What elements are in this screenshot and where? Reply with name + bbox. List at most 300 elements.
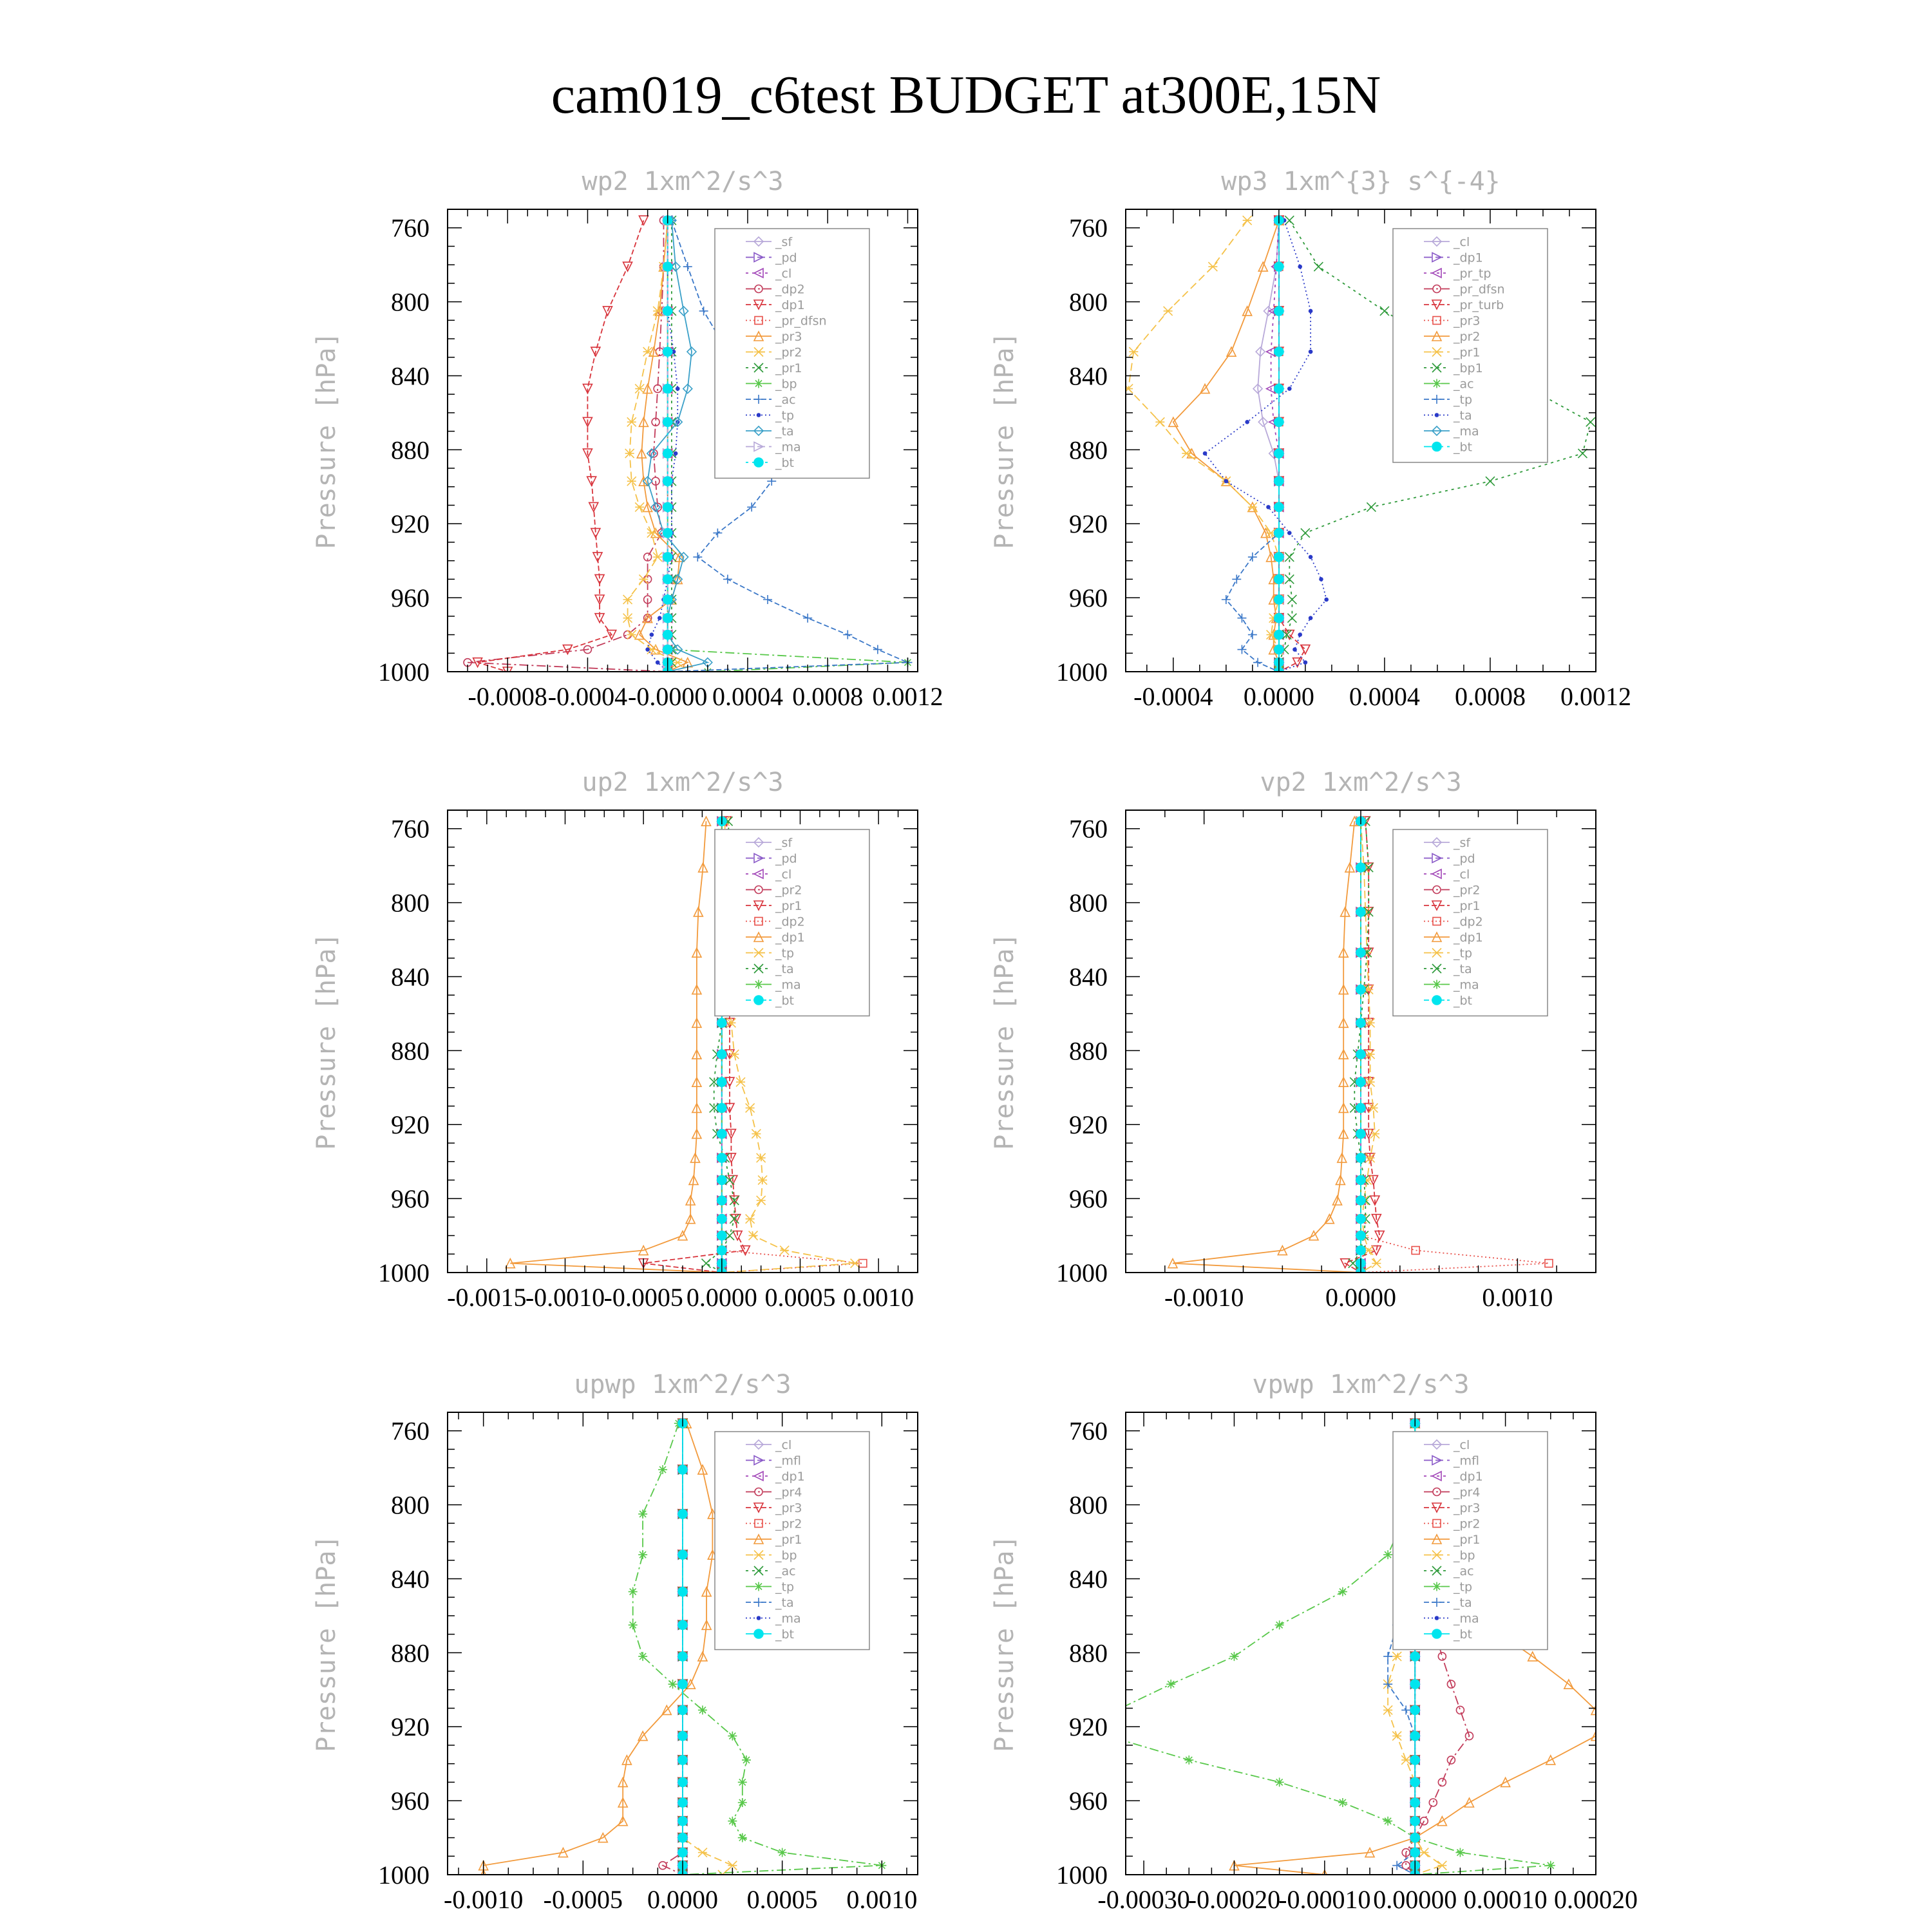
y-tick-label-vpwp: 760 [1069, 1416, 1108, 1446]
data-point-wp3_bt [1274, 574, 1283, 583]
data-point-upwp_tp [629, 1587, 638, 1596]
data-point-wp3_ta [1309, 309, 1312, 312]
data-point-vpwp_bt [1410, 1652, 1419, 1661]
x-tick-label-up2: -0.0015 [447, 1283, 527, 1312]
legend-label-up2_pd: _pd [775, 851, 797, 866]
data-point-wp3_bt [1274, 614, 1283, 623]
y-axis-label-up2: Pressure [hPa] [312, 933, 341, 1150]
data-point-wp3_ta [1309, 616, 1312, 620]
legend-label-wp3_bt: _bt [1454, 440, 1473, 455]
legend-label-up2_sf: _sf [775, 836, 793, 850]
data-point-wp3_bt [1274, 529, 1283, 538]
data-point-wp3_bt [1274, 553, 1283, 562]
legend-marker-upwp_tp [754, 1582, 763, 1591]
x-tick-label-wp2: 0.0008 [792, 682, 864, 711]
x-tick-label-upwp: -0.0010 [444, 1885, 524, 1914]
legend-marker-vp2_ma [1432, 980, 1441, 989]
data-point-upwp_tp [638, 1510, 647, 1519]
x-tick-label-upwp: 0.0000 [647, 1885, 718, 1914]
y-tick-label-up2: 760 [391, 814, 430, 844]
data-point-upwp_tp [728, 1817, 737, 1826]
legend-label-wp3_ta: _ta [1454, 408, 1472, 423]
y-tick-label-wp3: 920 [1069, 509, 1108, 539]
data-point-vp2_bt [1356, 1246, 1365, 1255]
x-tick-label-up2: 0.0010 [843, 1283, 914, 1312]
x-tick-label-wp3: -0.0004 [1133, 682, 1213, 711]
panel-title-upwp: upwp 1xm^2/s^3 [574, 1370, 791, 1399]
data-point-wp3_bt [1274, 384, 1283, 393]
data-point-wp2_tp [656, 661, 659, 664]
y-axis-label-wp2: Pressure [hPa] [312, 332, 341, 549]
data-point-wp2_tp [674, 452, 677, 455]
legend-label-up2_tp: _tp [775, 946, 795, 961]
y-tick-label-wp2: 840 [391, 361, 430, 391]
panel-title-vp2: vp2 1xm^2/s^3 [1260, 768, 1462, 797]
data-point-vpwp_tp [1229, 1652, 1238, 1661]
data-point-wp3_ta [1267, 506, 1270, 509]
data-point-wp3_bt [1274, 502, 1283, 511]
legend-label-vp2_dp1: _dp1 [1454, 931, 1483, 945]
data-point-vpwp_tp [1275, 1620, 1284, 1629]
y-tick-label-vp2: 960 [1069, 1184, 1108, 1214]
legend-label-wp3_ma: _ma [1454, 424, 1479, 439]
data-point-upwp_tp [668, 1680, 677, 1689]
y-axis-label-wp3: Pressure [hPa] [990, 332, 1019, 549]
x-tick-label-vp2: 0.0000 [1325, 1283, 1396, 1312]
legend-label-upwp_ac: _ac [775, 1564, 796, 1578]
data-point-up2_bt [717, 1196, 726, 1205]
data-point-upwp_bt [678, 1652, 687, 1661]
legend-label-up2_dp2: _dp2 [775, 914, 805, 929]
legend-label-wp2_pr3: _pr3 [775, 330, 802, 344]
legend-label-wp3_pr_tp: _pr_tp [1454, 267, 1492, 281]
x-tick-label-up2: -0.0010 [525, 1283, 605, 1312]
y-tick-label-wp3: 800 [1069, 287, 1108, 317]
y-tick-label-vpwp: 800 [1069, 1490, 1108, 1520]
y-tick-label-up2: 1000 [378, 1258, 430, 1287]
legend-label-wp3_pr_turb: _pr_turb [1454, 298, 1504, 312]
x-tick-label-wp3: 0.0008 [1454, 682, 1526, 711]
data-point-up2_bt [717, 1018, 726, 1027]
data-point-vpwp_tp [1166, 1680, 1175, 1689]
legend-marker-vpwp_ma [1435, 1616, 1439, 1620]
data-point-wp2_bt [663, 553, 672, 562]
data-point-upwp_bt [678, 1510, 687, 1519]
legend-label-wp2_dp1: _dp1 [775, 298, 805, 312]
data-point-wp2_bt [663, 595, 672, 604]
data-point-upwp_tp [728, 1732, 737, 1741]
data-point-up2_bt [717, 1175, 726, 1184]
y-tick-label-vpwp: 1000 [1056, 1861, 1108, 1889]
legend-wp2 [715, 229, 869, 478]
y-tick-label-vp2: 840 [1069, 962, 1108, 992]
y-tick-label-upwp: 840 [391, 1564, 430, 1594]
legend-label-wp2_bt: _bt [775, 456, 795, 470]
data-point-vpwp_tp [1383, 1550, 1392, 1559]
y-tick-label-vp2: 880 [1069, 1036, 1108, 1066]
legend-label-wp2_pr2: _pr2 [775, 345, 802, 360]
y-tick-label-up2: 920 [391, 1110, 430, 1140]
x-tick-label-up2: 0.0000 [686, 1283, 757, 1312]
data-point-vp2_bt [1356, 1050, 1365, 1059]
data-point-wp3_ta [1224, 480, 1227, 483]
y-tick-label-vpwp: 960 [1069, 1786, 1108, 1816]
y-axis-label-vp2: Pressure [hPa] [990, 933, 1019, 1150]
data-point-vpwp_tp [1338, 1587, 1347, 1596]
legend-label-up2_bt: _bt [775, 994, 795, 1008]
x-tick-label-upwp: -0.0005 [543, 1885, 623, 1914]
y-tick-label-upwp: 960 [391, 1786, 430, 1816]
data-point-up2_bt [717, 1246, 726, 1255]
y-tick-label-wp3: 960 [1069, 583, 1108, 613]
data-point-up2_bt [717, 1103, 726, 1112]
legend-marker-wp3_ac [1432, 379, 1441, 388]
y-tick-label-wp3: 880 [1069, 435, 1108, 465]
data-point-wp3_ta [1320, 578, 1323, 581]
data-point-upwp_bt [678, 1833, 687, 1842]
x-tick-label-vpwp: -0.00030 [1097, 1885, 1190, 1914]
data-point-vpwp_bt [1410, 1848, 1419, 1857]
legend-marker-wp2_bp [754, 379, 763, 388]
legend-up2 [715, 829, 869, 1016]
data-point-wp3_bt [1274, 630, 1283, 639]
legend-label-vpwp_ta: _ta [1454, 1596, 1472, 1610]
x-tick-label-wp2: -0.0008 [468, 682, 547, 711]
legend-label-wp3_tp: _tp [1454, 393, 1473, 407]
data-point-vpwp_tp [1455, 1848, 1464, 1857]
data-point-upwp_bt [678, 1550, 687, 1559]
legend-marker-vpwp_tp [1432, 1582, 1441, 1591]
data-point-upwp_bt [678, 1756, 687, 1765]
legend-label-wp3_pr_dfsn: _pr_dfsn [1454, 282, 1505, 297]
data-point-wp2_bt [663, 417, 672, 426]
x-tick-label-wp2: 0.0004 [712, 682, 783, 711]
legend-label-wp2_pd: _pd [775, 251, 797, 265]
legend-vpwp [1393, 1432, 1548, 1650]
legend-marker-vpwp_bt [1432, 1629, 1441, 1638]
x-tick-label-vpwp: -0.00020 [1188, 1885, 1281, 1914]
data-point-up2_bt [717, 1077, 726, 1086]
legend-label-vp2_dp2: _dp2 [1454, 914, 1483, 929]
data-point-wp3_bt [1274, 347, 1283, 356]
legend-label-wp2_pr1: _pr1 [775, 361, 802, 375]
data-point-vp2_bt [1356, 1018, 1365, 1027]
data-point-wp2_bt [663, 449, 672, 458]
data-point-vpwp_tp [1275, 1777, 1284, 1786]
legend-marker-wp2_bt [754, 458, 763, 467]
x-tick-label-wp3: 0.0004 [1349, 682, 1420, 711]
legend-label-wp2_ta: _ta [775, 424, 794, 439]
legend-label-up2_ta: _ta [775, 962, 794, 976]
data-point-vpwp_bt [1410, 1798, 1419, 1807]
legend-marker-wp3_ta [1435, 413, 1439, 417]
x-tick-label-up2: 0.0005 [764, 1283, 836, 1312]
data-point-wp3_ta [1303, 661, 1307, 664]
x-tick-label-vp2: -0.0010 [1164, 1283, 1244, 1312]
x-tick-label-vp2: 0.0010 [1482, 1283, 1553, 1312]
legend-label-vp2_cl: _cl [1454, 867, 1470, 882]
data-point-vp2_bt [1356, 985, 1365, 994]
data-point-upwp_bt [678, 1705, 687, 1714]
legend-label-vpwp_pr3: _pr3 [1454, 1501, 1481, 1515]
legend-label-upwp_dp1: _dp1 [775, 1470, 805, 1484]
legend-label-upwp_pr2: _pr2 [775, 1517, 802, 1531]
legend-marker-up2_ma [754, 980, 763, 989]
data-point-upwp_tp [658, 1465, 667, 1474]
data-point-vp2_bt [1356, 948, 1365, 957]
data-point-wp3_ta [1325, 598, 1328, 601]
legend-label-wp2_cl: _cl [775, 267, 792, 281]
y-tick-label-upwp: 1000 [378, 1861, 430, 1889]
legend-marker-upwp_ma [757, 1616, 761, 1620]
legend-label-vp2_sf: _sf [1454, 836, 1471, 850]
legend-label-up2_cl: _cl [775, 867, 792, 882]
legend-wp3 [1393, 229, 1548, 462]
x-tick-label-wp3: 0.0012 [1560, 682, 1631, 711]
y-tick-label-vpwp: 920 [1069, 1712, 1108, 1742]
legend-label-vpwp_ma: _ma [1454, 1611, 1479, 1626]
legend-label-wp3_pr2: _pr2 [1454, 330, 1481, 344]
x-tick-label-wp2: -0.0004 [547, 682, 628, 711]
data-point-vp2_bt [1356, 907, 1365, 916]
y-tick-label-vpwp: 840 [1069, 1564, 1108, 1594]
legend-vp2 [1393, 829, 1548, 1016]
legend-label-wp3_dp1: _dp1 [1454, 251, 1483, 265]
legend-label-vpwp_pr4: _pr4 [1454, 1485, 1481, 1500]
figure-title: cam019_c6test BUDGET at300E,15N [551, 65, 1381, 125]
data-point-upwp_bt [678, 1848, 687, 1857]
data-point-wp3_bt [1274, 477, 1283, 486]
legend-label-upwp_cl: _cl [775, 1438, 792, 1452]
data-point-wp2_bt [663, 477, 672, 486]
legend-label-vp2_pd: _pd [1454, 851, 1475, 866]
y-tick-label-vpwp: 880 [1069, 1638, 1108, 1668]
x-tick-label-wp3: 0.0000 [1243, 682, 1314, 711]
data-point-vpwp_tp [1338, 1798, 1347, 1807]
legend-label-vpwp_ac: _ac [1454, 1564, 1474, 1578]
data-point-vpwp_bt [1410, 1833, 1419, 1842]
y-axis-label-vpwp: Pressure [hPa] [990, 1535, 1019, 1752]
data-point-wp2_bt [663, 384, 672, 393]
data-point-up2_bt [717, 1153, 726, 1162]
y-tick-label-wp2: 960 [391, 583, 430, 613]
legend-label-up2_ma: _ma [775, 978, 801, 992]
legend-label-wp2_ma: _ma [775, 440, 801, 455]
y-tick-label-wp2: 880 [391, 435, 430, 465]
y-tick-label-vp2: 800 [1069, 888, 1108, 918]
y-tick-label-vp2: 760 [1069, 814, 1108, 844]
data-point-upwp_tp [698, 1705, 707, 1714]
legend-label-vpwp_bp: _bp [1454, 1548, 1475, 1563]
data-point-vp2_bt [1356, 1231, 1365, 1240]
data-point-wp3_ta [1204, 452, 1207, 455]
data-point-upwp_bt [678, 1620, 687, 1629]
data-point-wp2_bt [663, 347, 672, 356]
data-point-upwp_tp [738, 1833, 747, 1842]
data-point-upwp_bt [678, 1777, 687, 1786]
legend-label-vpwp_dp1: _dp1 [1454, 1470, 1483, 1484]
legend-marker-up2_bt [754, 996, 763, 1005]
x-tick-label-upwp: 0.0005 [746, 1885, 818, 1914]
legend-label-vpwp_tp: _tp [1454, 1580, 1473, 1595]
data-point-wp3_bt [1274, 595, 1283, 604]
y-tick-label-wp2: 920 [391, 509, 430, 539]
data-point-upwp_tp [738, 1777, 747, 1786]
legend-marker-vp2_bt [1432, 996, 1441, 1005]
y-tick-label-wp3: 760 [1069, 213, 1108, 243]
data-point-wp2_bt [663, 502, 672, 511]
legend-label-vp2_pr2: _pr2 [1454, 883, 1481, 898]
legend-label-wp2_dp2: _dp2 [775, 282, 805, 297]
data-point-vp2_bt [1356, 1130, 1365, 1139]
data-point-vp2_bt [1356, 1196, 1365, 1205]
legend-marker-upwp_bt [754, 1629, 763, 1638]
data-point-upwp_tp [738, 1798, 747, 1807]
legend-label-wp3_ac: _ac [1454, 377, 1474, 392]
data-point-vp2_bt [1356, 1153, 1365, 1162]
x-tick-label-wp2: 0.0012 [872, 682, 943, 711]
data-point-vp2_bt [1356, 1077, 1365, 1086]
legend-label-vp2_tp: _tp [1454, 946, 1473, 961]
data-point-wp2_tp [650, 633, 653, 636]
data-point-upwp_tp [629, 1620, 638, 1629]
data-point-wp3_bt [1274, 307, 1283, 316]
legend-label-wp3_pr3: _pr3 [1454, 314, 1481, 328]
x-tick-label-vpwp: 0.00020 [1554, 1885, 1638, 1914]
data-point-wp2_bt [663, 262, 672, 271]
y-tick-label-upwp: 920 [391, 1712, 430, 1742]
data-point-wp2_bt [663, 574, 672, 583]
data-point-wp2_bt [663, 614, 672, 623]
data-point-vpwp_bt [1410, 1817, 1419, 1826]
data-point-wp3_ta [1288, 531, 1291, 535]
y-axis-label-upwp: Pressure [hPa] [312, 1535, 341, 1752]
data-point-upwp_bt [678, 1587, 687, 1596]
y-tick-label-wp3: 1000 [1056, 658, 1108, 687]
legend-label-vpwp_bt: _bt [1454, 1627, 1473, 1642]
data-point-upwp_bt [678, 1465, 687, 1474]
x-tick-label-vpwp: -0.00010 [1278, 1885, 1371, 1914]
data-point-vp2_bt [1356, 1215, 1365, 1224]
y-tick-label-vp2: 920 [1069, 1110, 1108, 1140]
legend-label-vpwp_cl: _cl [1454, 1438, 1470, 1452]
panel-title-wp2: wp2 1xm^2/s^3 [582, 167, 784, 196]
data-point-vpwp_bt [1410, 1680, 1419, 1689]
legend-label-wp2_tp: _tp [775, 408, 795, 423]
legend-label-wp2_ac: _ac [775, 393, 796, 407]
legend-label-up2_dp1: _dp1 [775, 931, 805, 945]
legend-label-vp2_bt: _bt [1454, 994, 1473, 1008]
legend-label-wp3_pr1: _pr1 [1454, 345, 1481, 360]
legend-label-upwp_mfl: _mfl [775, 1454, 801, 1468]
data-point-wp3_bt [1274, 449, 1283, 458]
panel-title-wp3: wp3 1xm^{3} s^{-4} [1221, 167, 1501, 196]
legend-marker-wp3_bt [1432, 442, 1441, 451]
data-point-vp2_bt [1356, 1103, 1365, 1112]
data-point-wp3_bt [1274, 645, 1283, 654]
legend-label-vpwp_mfl: _mfl [1454, 1454, 1479, 1468]
x-tick-label-upwp: 0.0010 [846, 1885, 918, 1914]
legend-label-up2_pr1: _pr1 [775, 899, 802, 913]
legend-label-upwp_pr3: _pr3 [775, 1501, 802, 1515]
legend-label-vp2_ta: _ta [1454, 962, 1472, 976]
y-tick-label-wp2: 800 [391, 287, 430, 317]
legend-label-upwp_pr4: _pr4 [775, 1485, 802, 1500]
data-point-up2_bt [717, 1050, 726, 1059]
data-point-vp2_bt [1356, 863, 1365, 872]
x-tick-label-wp2: -0.0000 [628, 682, 708, 711]
data-point-wp3_ta [1309, 555, 1312, 558]
data-point-upwp_tp [778, 1848, 787, 1857]
data-point-up2_bt [717, 1231, 726, 1240]
legend-label-wp2_pr_dfsn: _pr_dfsn [775, 314, 827, 328]
data-point-wp3_ta [1293, 648, 1296, 651]
data-point-wp2_bt [663, 529, 672, 538]
y-tick-label-wp3: 840 [1069, 361, 1108, 391]
data-point-upwp_bt [678, 1798, 687, 1807]
y-tick-label-vp2: 1000 [1056, 1258, 1108, 1287]
y-tick-label-upwp: 760 [391, 1416, 430, 1446]
data-point-wp3_bt [1274, 417, 1283, 426]
data-point-wp2_tp [676, 387, 679, 390]
legend-marker-wp2_tp [757, 413, 761, 417]
y-tick-label-up2: 960 [391, 1184, 430, 1214]
y-tick-label-upwp: 880 [391, 1638, 430, 1668]
y-tick-label-up2: 800 [391, 888, 430, 918]
legend-label-vp2_pr1: _pr1 [1454, 899, 1481, 913]
y-tick-label-up2: 880 [391, 1036, 430, 1066]
data-point-vpwp_bt [1410, 1732, 1419, 1741]
data-point-wp2_tp [658, 616, 661, 620]
legend-label-upwp_ma: _ma [775, 1611, 801, 1626]
data-point-wp2_bt [663, 307, 672, 316]
data-point-wp3_ta [1309, 350, 1312, 354]
y-tick-label-wp2: 760 [391, 213, 430, 243]
data-point-up2_bt [717, 1215, 726, 1224]
legend-label-up2_pr2: _pr2 [775, 883, 802, 898]
data-point-upwp_bt [678, 1680, 687, 1689]
x-tick-label-up2: -0.0005 [603, 1283, 683, 1312]
data-point-wp3_ta [1298, 265, 1302, 269]
x-tick-label-vpwp: 0.00010 [1463, 1885, 1548, 1914]
data-point-up2_bt [717, 1130, 726, 1139]
y-tick-label-upwp: 800 [391, 1490, 430, 1520]
legend-label-wp2_bp: _bp [775, 377, 797, 392]
data-point-upwp_bt [678, 1817, 687, 1826]
legend-label-wp3_cl: _cl [1454, 235, 1470, 249]
data-point-upwp_tp [742, 1756, 751, 1765]
data-point-wp2_tp [646, 648, 649, 651]
legend-label-wp3_bp1: _bp1 [1454, 361, 1483, 375]
legend-label-vpwp_pr1: _pr1 [1454, 1533, 1481, 1547]
legend-upwp [715, 1432, 869, 1650]
data-point-vp2_bt [1356, 1175, 1365, 1184]
data-point-wp3_ta [1245, 421, 1249, 424]
data-point-upwp_tp [638, 1550, 647, 1559]
y-tick-label-wp2: 1000 [378, 658, 430, 687]
legend-label-vp2_ma: _ma [1454, 978, 1479, 992]
data-point-vpwp_tp [1383, 1817, 1392, 1826]
data-point-wp2_bt [663, 630, 672, 639]
data-point-upwp_bt [678, 1732, 687, 1741]
panel-title-vpwp: vpwp 1xm^2/s^3 [1252, 1370, 1470, 1399]
x-tick-label-vpwp: 0.00000 [1373, 1885, 1457, 1914]
legend-label-upwp_tp: _tp [775, 1580, 795, 1595]
panel-title-up2: up2 1xm^2/s^3 [582, 768, 784, 797]
data-point-wp2_bt [663, 645, 672, 654]
data-point-vpwp_bt [1410, 1756, 1419, 1765]
data-point-vpwp_tp [1184, 1756, 1193, 1765]
